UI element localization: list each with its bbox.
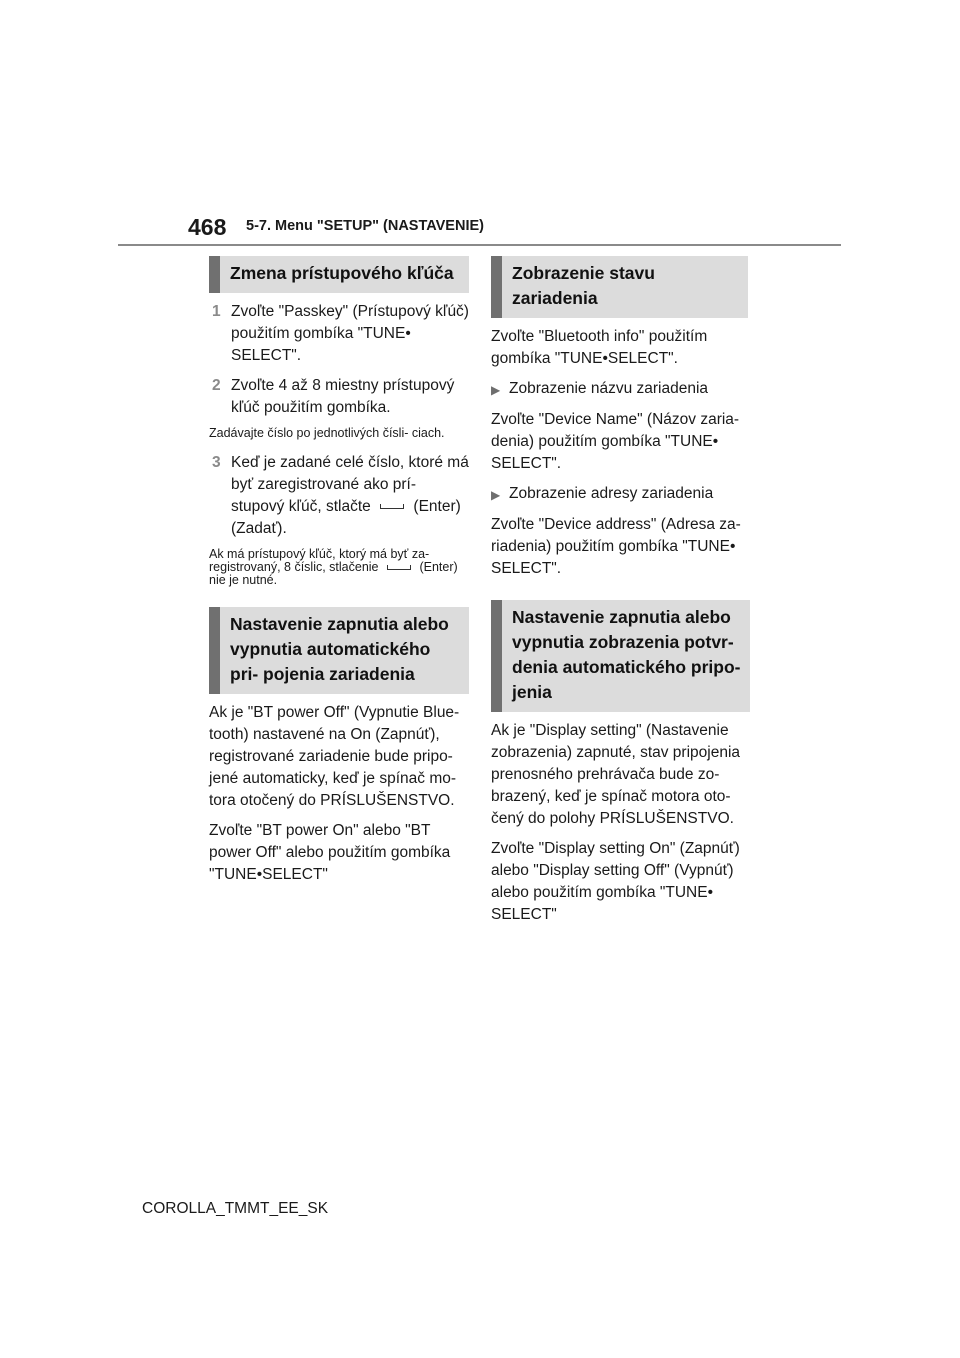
chapter-title: 5-7. Menu "SETUP" (NASTAVENIE) bbox=[246, 218, 484, 234]
paragraph: Zvoľte "Bluetooth info" použitím gombíka "TUNE•SELECT". bbox=[491, 328, 708, 367]
note-enter bbox=[209, 548, 469, 587]
step-text-part: (Enter) (Zadať). bbox=[231, 498, 461, 537]
step-number: 2 bbox=[212, 377, 221, 394]
right-column bbox=[491, 256, 751, 934]
bullet-text: Zobrazenie názvu zariadenia bbox=[509, 380, 709, 397]
paragraph: Ak je "BT power Off" (Vypnutie Blue- tooth) nastavené na On (Zapnúť), registrované zariadenie bude pripo- jené automaticky, keď je spínač mo- tora otočený do PRÍSLUŠENSTVO. bbox=[209, 704, 460, 809]
section-heading-passkey: Zmena prístupového kľúča bbox=[209, 256, 469, 293]
triangle-bullet-icon: ▶ bbox=[491, 488, 501, 502]
step-1 bbox=[209, 301, 469, 367]
paragraph: Zvoľte "Display setting On" (Zapnúť) alebo "Display setting Off" (Vypnúť) alebo použitím gombíka "TUNE• SELECT" bbox=[491, 840, 740, 923]
step-text: Zvoľte 4 až 8 miestny prístupový kľúč použitím gombíka. bbox=[231, 377, 455, 416]
footer-doc-id: COROLLA_TMMT_EE_SK bbox=[142, 1200, 329, 1217]
step-3 bbox=[209, 452, 469, 540]
section-heading-display-setting: Nastavenie zapnutia alebo vypnutia zobrazenia potvr- denia automatického pripo- jenia bbox=[491, 600, 750, 712]
note-text-part: Ak má prístupový kľúč, ktorý má byť za- registrovaný, 8 číslic, stlačenie bbox=[209, 547, 430, 574]
paragraph: Zvoľte "Device Name" (Názov zaria- denia) použitím gombíka "TUNE• SELECT". bbox=[491, 411, 740, 472]
bullet-item bbox=[491, 483, 751, 506]
step-text-part: Keď je zadané celé číslo, ktoré má byť zaregistrované ako prí- stupový kľúč, stlačte bbox=[231, 454, 469, 515]
enter-button-icon bbox=[387, 565, 411, 570]
step-text: Zvoľte "Passkey" (Prístupový kľúč) použitím gombíka "TUNE• SELECT". bbox=[231, 303, 469, 364]
step-2 bbox=[209, 375, 469, 419]
step-number: 3 bbox=[212, 454, 221, 471]
section-heading-auto-connect: Nastavenie zapnutia alebo vypnutia automatického pri- pojenia zariadenia bbox=[209, 607, 469, 694]
step-text bbox=[231, 452, 469, 540]
header-divider bbox=[118, 244, 841, 246]
left-column bbox=[209, 256, 469, 894]
page-number: 468 bbox=[188, 214, 227, 240]
paragraph: Zvoľte "BT power On" alebo "BT power Off" alebo použitím gombíka "TUNE•SELECT" bbox=[209, 822, 451, 883]
bullet-text: Zobrazenie adresy zariadenia bbox=[509, 485, 714, 502]
paragraph: Ak je "Display setting" (Nastavenie zobrazenia) zapnuté, stav pripojenia prenosného prehrávača bude zo- brazený, keď je spínač motora oto- čený do polohy PRÍSLUŠENSTVO. bbox=[491, 722, 741, 827]
note-digits: Zadávajte číslo po jednotlivých čísli- ciach. bbox=[209, 426, 445, 440]
enter-button-icon bbox=[380, 504, 404, 509]
triangle-bullet-icon: ▶ bbox=[491, 383, 501, 397]
paragraph: Zvoľte "Device address" (Adresa za- riadenia) použitím gombíka "TUNE• SELECT". bbox=[491, 516, 741, 577]
note-text-part: (Enter) nie je nutné. bbox=[209, 560, 458, 587]
bullet-item bbox=[491, 378, 751, 401]
section-heading-device-status: Zobrazenie stavu zariadenia bbox=[491, 256, 748, 318]
step-number: 1 bbox=[212, 303, 221, 320]
